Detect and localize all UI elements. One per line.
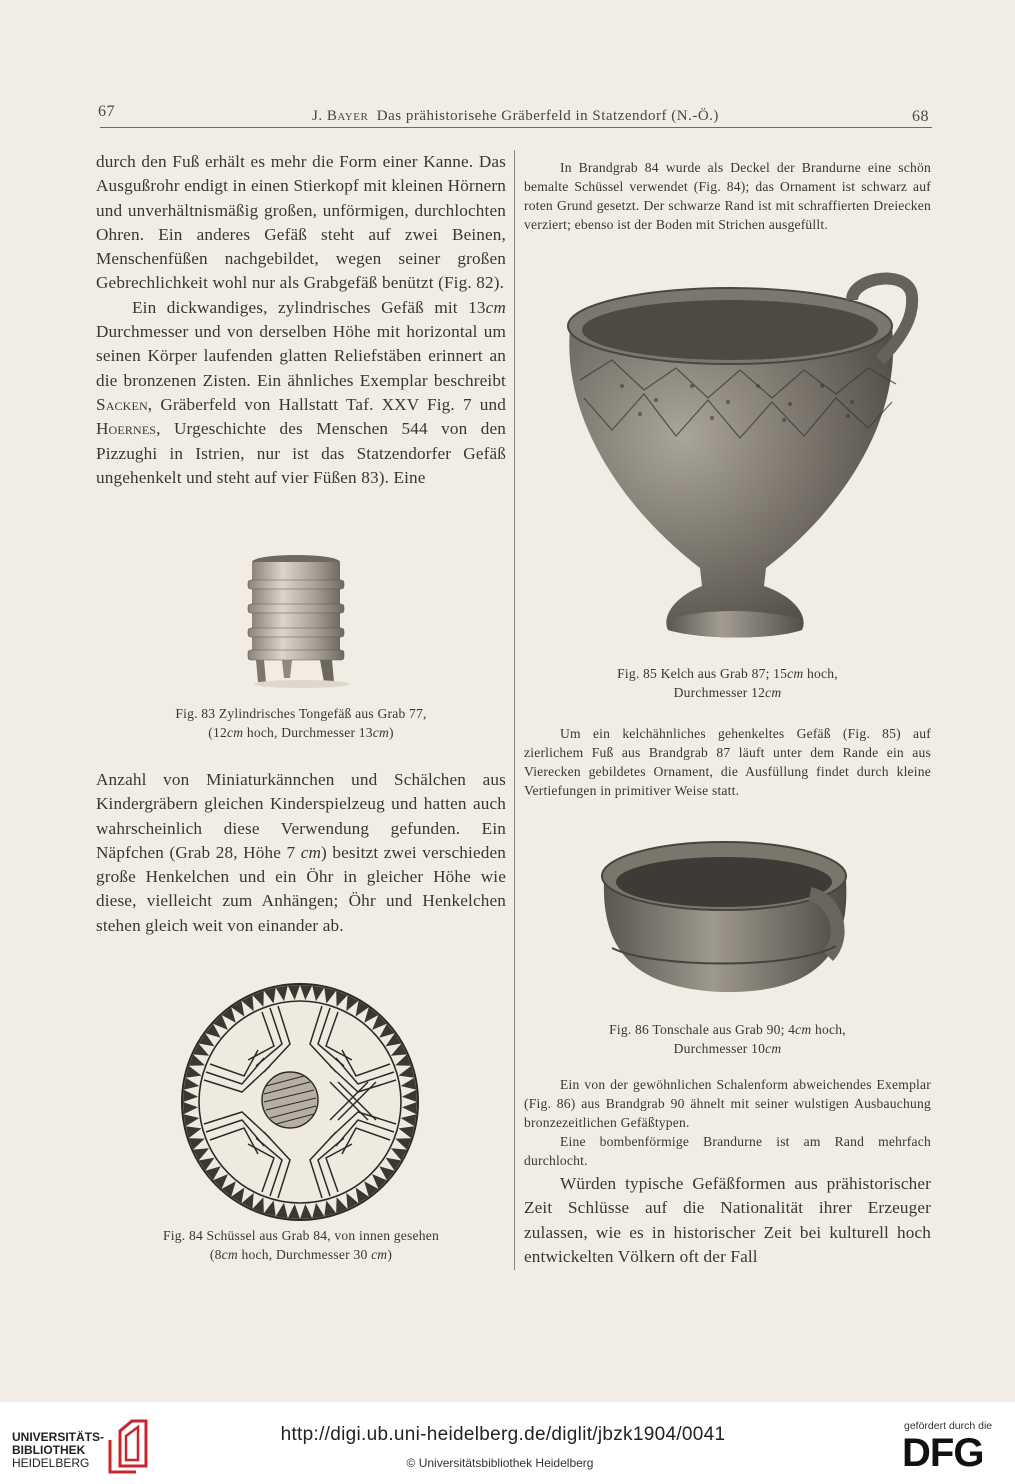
text-run: hoch,: [803, 666, 838, 681]
text-run: , Gräberfeld von Hallstatt Taf. XXV Fig. 7 und: [147, 394, 506, 414]
author-name: Hoernes: [96, 419, 157, 439]
header-rule: [100, 127, 932, 128]
caption-line: [524, 664, 931, 683]
caption-line: [524, 683, 931, 702]
text-run: , Urgeschichte des Menschen 544 von den Pizzughi in Istrien, nur ist das Statzendorfer Gefäß ungehenkelt und steht auf vier Füßen 83). Eine: [96, 419, 506, 487]
text-run: Fig. 86 Tonschale aus Grab 90; 4: [609, 1022, 796, 1037]
running-head: [312, 108, 719, 125]
right-text-block-4: [524, 1172, 931, 1269]
text-run: hoch, Durchmesser 13: [243, 725, 373, 740]
unit-text: cm: [371, 1247, 388, 1262]
right-paragraph-3: Ein von der gewöhnlichen Schalenform abweichendes Exemplar (Fig. 86) aus Brandgrab 90 ähnelt mit seiner wulstigen Ausbauchung bronzezeitlichen Gefäßtypen.: [524, 1077, 931, 1130]
caption-line: [96, 723, 506, 742]
unit-text: cm: [795, 1022, 812, 1037]
ub-heidelberg-logo-icon: [106, 1418, 152, 1474]
unit-text: cm: [372, 725, 390, 740]
dfg-logo: DFG: [902, 1431, 984, 1475]
caption-line: [524, 1039, 931, 1058]
fig85-goblet-image: [552, 268, 932, 658]
left-paragraph-2: [96, 296, 506, 490]
page-number-left: 67: [98, 103, 115, 120]
text-run: ): [389, 725, 394, 740]
right-text-block-3: [524, 1075, 931, 1170]
text-run: Durchmesser und von derselben Höhe mit horizontal um seinen Körper laufenden glatten Reliefstäben erinnert an die bronzenen Zisten. Ein ähnliches Exemplar beschreibt: [96, 322, 506, 390]
fig83-caption: [96, 704, 506, 742]
right-text-block-2: [524, 724, 931, 800]
unit-text: cm: [300, 842, 322, 862]
author-name: Sacken: [96, 394, 148, 414]
page-number-right: 68: [912, 108, 929, 125]
right-paragraph-4: Eine bombenförmige Brandurne ist am Rand mehrfach durchlocht.: [524, 1134, 931, 1168]
right-paragraph-2: Um ein kelchähnliches gehenkeltes Gefäß (Fig. 85) auf zierlichem Fuß aus Brandgrab 87 läuft unter dem Rande ein aus Vierecken gebildetes Ornament, die Ausfüllung findet durch kleine Vertiefungen in primitiver Weise statt.: [524, 726, 931, 798]
permalink-url[interactable]: http://digi.ub.uni-heidelberg.de/diglit/jbzk1904/0041: [280, 1424, 726, 1445]
text-run: hoch,: [811, 1022, 846, 1037]
unit-text: cm: [221, 1247, 238, 1262]
caption-line: Fig. 83 Zylindrisches Tongefäß aus Grab 77,: [175, 706, 427, 721]
funder-label: gefördert durch die: [904, 1420, 993, 1432]
unit-text: cm: [226, 725, 244, 740]
caption-line: Fig. 84 Schüssel aus Grab 84, von innen gesehen: [163, 1228, 439, 1243]
text-run: (8: [209, 1247, 222, 1262]
fig84-caption: [96, 1226, 506, 1264]
unit-text: cm: [787, 666, 804, 681]
text-run: ): [387, 1247, 393, 1262]
right-text-block-1: [524, 158, 931, 234]
right-paragraph-5: Würden typische Gefäßformen aus prähistorischer Zeit Schlüsse auf die Nationalität ihrer Erzeuger zulassen, wie es in historischer Zeit bei kulturell hoch entwickelten Völkern oft der Fall: [524, 1174, 931, 1266]
unit-text: cm: [485, 297, 506, 317]
text-run: ) besitzt zwei verschieden große Henkelchen und ein Öhr in gleicher Höhe wie diese, vielleicht zum Anhängen; Öhr und Henkelchen stehen gleich weit von einander ab.: [96, 842, 506, 935]
running-head-author: J. Bayer: [312, 108, 369, 124]
fig83-cylinder-vessel-image: [240, 552, 352, 690]
fig86-clay-bowl-image: [592, 828, 862, 1010]
fig84-decorated-bowl-image: [180, 982, 420, 1222]
text-run: Anzahl von Miniaturkännchen und Schälchen aus Kindergräbern gleichen Kinderspielzeug und hatten auch wahrscheinlich diese Verwendung gefunden. Ein Näpfchen (Grab 28, Höhe 7: [96, 770, 506, 862]
running-head-title: Das prähistorisehe Gräberfeld in Statzendorf (N.-Ö.): [376, 108, 719, 124]
fig86-caption: [524, 1020, 931, 1058]
text-run: Fig. 85 Kelch aus Grab 87; 15: [617, 666, 788, 681]
text-run: (12: [208, 725, 227, 740]
library-name: [12, 1431, 104, 1470]
right-paragraph-1: In Brandgrab 84 wurde als Deckel der Brandurne eine schön bemalte Schüssel verwendet (Fig. 84); das Ornament ist schwarz auf roten Grund gesetzt. Der schwarze Rand ist mit schraffierten Dreiecken verziert; ebenso ist der Boden mit Strichen ausgefüllt.: [524, 160, 931, 232]
library-name-line: BIBLIOTHEK: [12, 1443, 86, 1457]
copyright-notice: © Universitätsbibliothek Heidelberg: [406, 1456, 594, 1470]
text-run: Durchmesser 10: [673, 1041, 766, 1056]
fig85-caption: [524, 664, 931, 702]
left-paragraph-1: durch den Fuß erhält es mehr die Form einer Kanne. Das Ausgußrohr endigt in einen Stierkopf mit kleinen Hörnern und unverhältnismäßig großen, unförmigen, durchlochten Ohren. Ein anderes Gefäß steht auf zwei Beinen, Menschenfüßen nachgebildet, wegen seiner großen Gebrechlichkeit wohl nur als Grabgefäß benützt (Fig. 82).: [96, 152, 506, 293]
caption-line: [96, 1245, 506, 1264]
unit-text: cm: [765, 685, 782, 700]
left-text-block-1: [96, 150, 506, 490]
text-run: Durchmesser 12: [673, 685, 766, 700]
text-run: hoch, Durchmesser 30: [237, 1247, 372, 1262]
library-name-line: UNIVERSITÄTS-: [12, 1430, 105, 1444]
caption-line: [524, 1020, 931, 1039]
text-run: Ein dickwandiges, zylindrisches Gefäß mit 13: [132, 297, 486, 317]
unit-text: cm: [765, 1041, 782, 1056]
column-rule: [514, 150, 515, 1270]
left-paragraph-3: [96, 768, 506, 938]
left-text-block-2: [96, 768, 506, 938]
library-name-line: HEIDELBERG: [12, 1456, 90, 1470]
